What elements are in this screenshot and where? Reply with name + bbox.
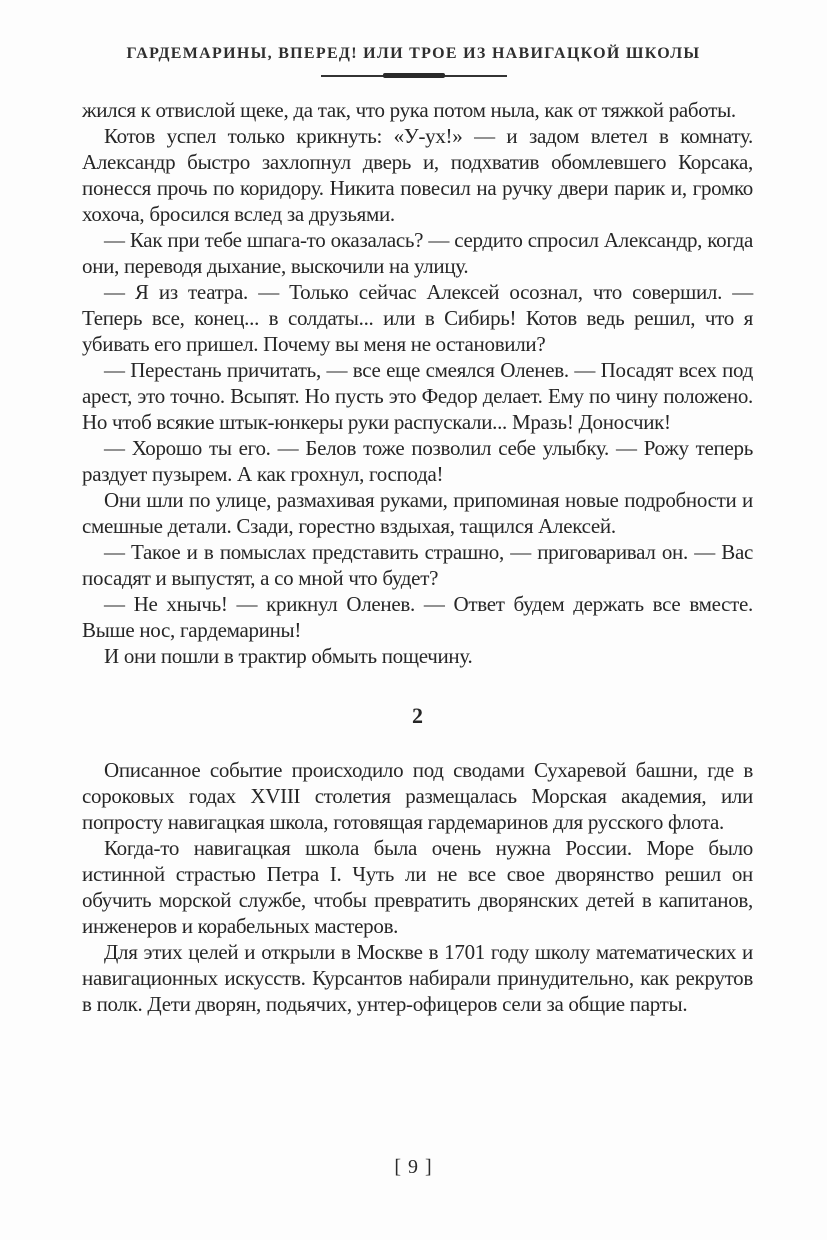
paragraph: Для этих целей и открыли в Москве в 1701 году школу математических и навигационных искусств. Курсантов набирали принудительно, как рекрутов в полк. Дети дворян, подьячих, унтер-офицеров сели за общие парты. <box>82 940 753 1016</box>
paragraph: Котов успел только крикнуть: «У-ух!» — и задом влетел в комнату. Александр быстро захлопнул дверь и, подхватив обомлевшего Корсака, понесся прочь по коридору. Никита повесил на ручку двери парик и, громко хохоча, бросился вслед за друзьями. <box>82 124 753 226</box>
paragraph: Когда-то навигацкая школа была очень нужна России. Море было истинной страстью Петра I. Чуть ли не все свое дворянство решил он обучить морской службе, чтобы превратить дворянских детей в капитанов, инженеров и корабельных мастеров. <box>82 836 753 938</box>
page-text <box>0 97 827 1017</box>
page-footer <box>0 1156 827 1178</box>
paragraph: — Хорошо ты его. — Белов тоже позволил себе улыбку. — Рожу теперь раздует пузырем. А как грохнул, господа! <box>82 436 753 486</box>
page-number: [ 9 ] <box>394 1156 433 1178</box>
paragraph: жился к отвислой щеке, да так, что рука потом ныла, как от тяжкой работы. <box>82 98 736 122</box>
paragraph: — Такое и в помыслах представить страшно, — приговаривал он. — Вас посадят и выпустят, а со мной что будет? <box>82 540 753 590</box>
page-header <box>0 0 827 78</box>
section-number: 2 <box>412 703 423 728</box>
paragraph: И они пошли в трактир обмыть пощечину. <box>104 644 473 668</box>
header-divider-ornament <box>321 73 507 78</box>
paragraph: — Не хнычь! — крикнул Оленев. — Ответ будем держать все вместе. Выше нос, гардемарины! <box>82 592 753 642</box>
paragraph: — Перестань причитать, — все еще смеялся Оленев. — Посадят всех под арест, это точно. Всыпят. Но пусть это Федор делает. Ему по чину положено. Но чтоб всякие штык-юнкеры руки распускали... Мразь! Доносчик! <box>82 358 753 434</box>
paragraph: Описанное событие происходило под сводами Сухаревой башни, где в сороковых годах XVIII столетия размещалась Морская академия, или попросту навигацкая школа, готовящая гардемаринов для русского флота. <box>82 758 753 834</box>
running-title: ГАРДЕМАРИНЫ, ВПЕРЕД! ИЛИ ТРОЕ ИЗ НАВИГАЦКОЙ ШКОЛЫ <box>126 45 701 62</box>
paragraph: — Как при тебе шпага-то оказалась? — сердито спросил Александр, когда они, переводя дыхание, выскочили на улицу. <box>82 228 753 278</box>
paragraph: Они шли по улице, размахивая руками, припоминая новые подробности и смешные детали. Сзади, горестно вздыхая, тащился Алексей. <box>82 488 753 538</box>
paragraph: — Я из театра. — Только сейчас Алексей осознал, что совершил. — Теперь все, конец... в солдаты... или в Сибирь! Котов ведь решил, что я убивать его пришел. Почему вы меня не остановили? <box>82 280 753 356</box>
